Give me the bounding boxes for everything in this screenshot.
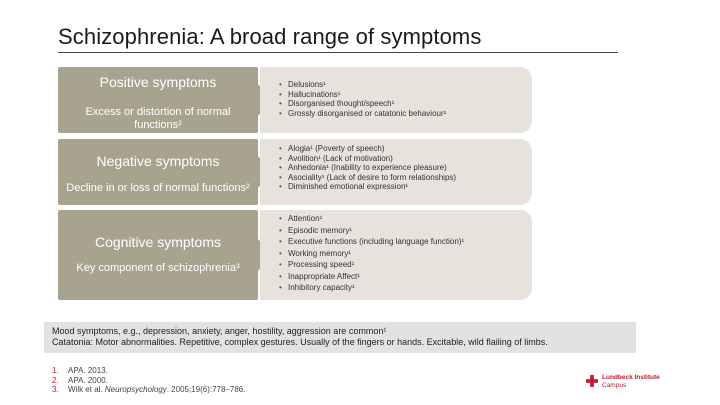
list-item: • Hallucinations¹ — [288, 90, 532, 100]
list-item: • Avolition¹ (Lack of motivation) — [288, 154, 532, 164]
reference-number: 3. — [52, 385, 59, 394]
list-item: • Executive functions (including language function)¹ — [288, 236, 532, 248]
negative-symptoms-box — [58, 139, 258, 205]
title-divider — [58, 52, 618, 53]
cognitive-symptoms-subtitle: Key component of schizophrenia³ — [76, 262, 240, 274]
reference-journal: Neuropsychology — [104, 385, 167, 394]
reference-item — [52, 376, 245, 386]
list-item: • Grossly disorganised or catatonic behaviour¹ — [288, 109, 532, 119]
mood-catatonia-box — [44, 322, 636, 353]
lundbeck-logo — [586, 374, 660, 389]
list-item: • Processing speed¹ — [288, 259, 532, 271]
positive-symptoms-title: Positive symptoms — [99, 74, 217, 90]
list-item: • Anhedonia¹ (Inability to experience pleasure) — [288, 163, 532, 173]
reference-text: Wilk et al. — [68, 385, 105, 394]
reference-text: APA. 2013. — [68, 366, 108, 375]
logo-text-line1: Lundbeck Institute — [602, 374, 660, 381]
list-item: • Episodic memory¹ — [288, 225, 532, 237]
reference-text: . 2005;19(6):778–786. — [166, 385, 246, 394]
list-item: • Attention¹ — [288, 213, 532, 225]
slide-title: Schizophrenia: A broad range of symptoms — [58, 24, 482, 49]
mood-symptoms-note: Mood symptoms, e.g., depression, anxiety, anger, hostility, aggression are common¹ — [52, 326, 387, 336]
list-item: • Alogia¹ (Poverty of speech) — [288, 144, 532, 154]
positive-symptoms-list-box — [260, 67, 532, 133]
cognitive-symptoms-list-box — [260, 210, 532, 300]
catatonia-note: Catatonia: Motor abnormalities. Repetitive, complex gestures. Usually of the fingers or hands. Excitable, wild flailing of limbs. — [52, 337, 548, 347]
reference-item — [52, 385, 245, 395]
reference-number: 1. — [52, 366, 59, 375]
list-item: • Inappropriate Affect¹ — [288, 271, 532, 283]
list-item: • Delusions¹ — [288, 80, 532, 90]
list-item: • Asociality¹ (Lack of desire to form relationships) — [288, 173, 532, 183]
positive-symptoms-subtitle: Excess or distortion of normal functions² — [85, 106, 231, 131]
cognitive-symptoms-title: Cognitive symptoms — [94, 234, 222, 250]
negative-symptoms-list-box — [260, 139, 532, 205]
list-item: • Inhibitory capacity¹ — [288, 282, 532, 294]
list-item: • Diminished emotional expression¹ — [288, 182, 532, 192]
list-item: • Disorganised thought/speech¹ — [288, 99, 532, 109]
reference-item — [52, 366, 245, 376]
lundbeck-logo-icon — [586, 375, 598, 387]
reference-text: APA. 2000. — [68, 375, 108, 385]
reference-number: 2. — [52, 375, 59, 385]
logo-text-line2: Campus — [602, 381, 627, 389]
negative-symptoms-title: Negative symptoms — [96, 153, 220, 169]
cognitive-symptoms-box — [58, 210, 258, 300]
positive-symptoms-box — [58, 67, 258, 133]
list-item: • Working memory¹ — [288, 248, 532, 260]
negative-symptoms-subtitle: Decline in or loss of normal functions² — [66, 182, 250, 194]
references-list — [52, 366, 245, 395]
